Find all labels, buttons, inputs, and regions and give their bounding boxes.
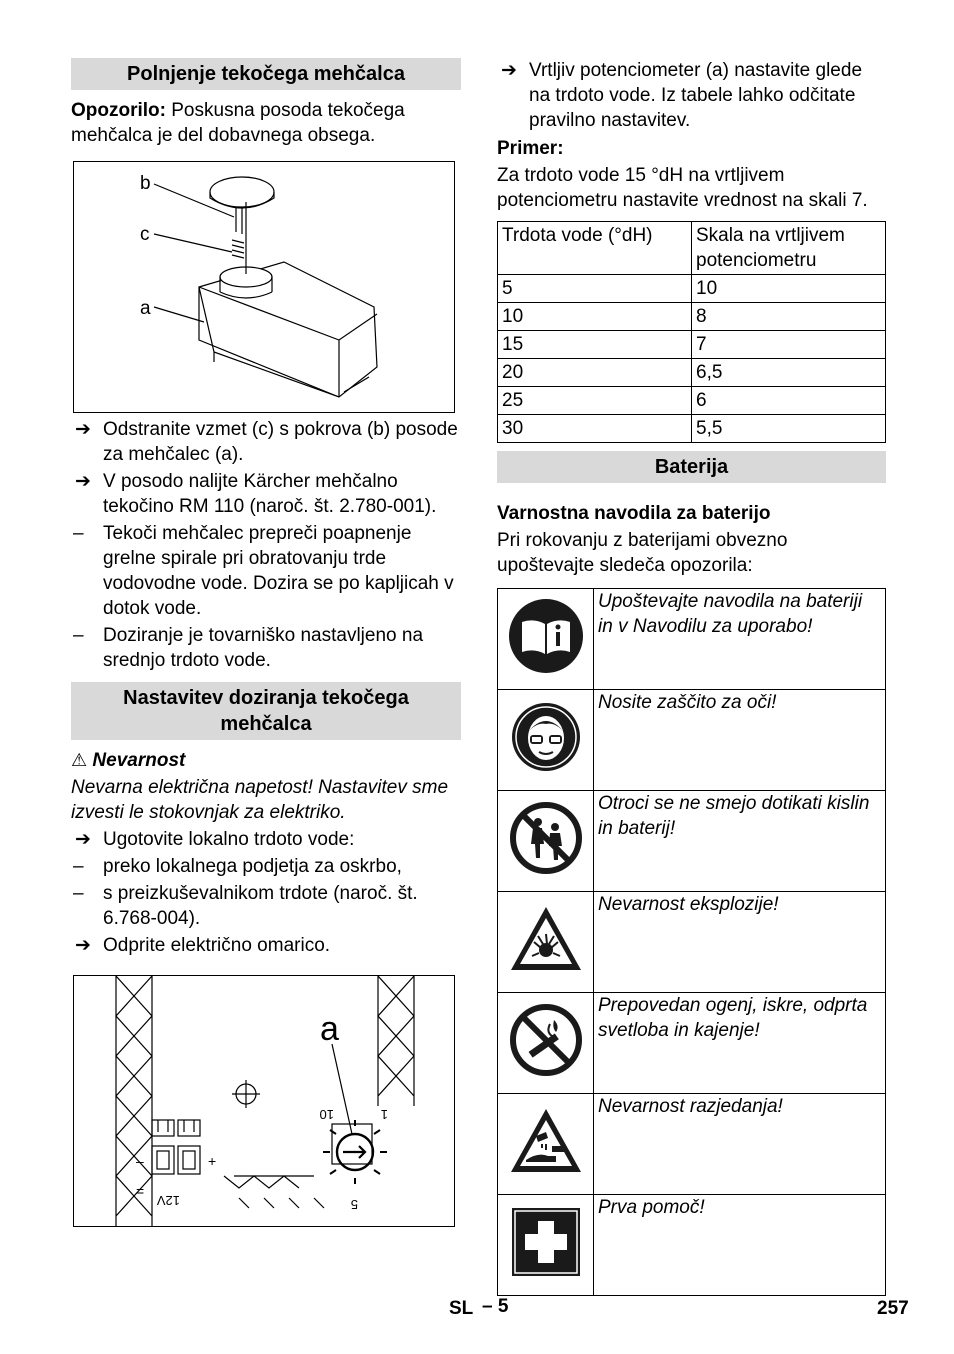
warning-text: Nevarnost razjedanja! bbox=[594, 1094, 886, 1195]
warning-row bbox=[498, 791, 886, 892]
arrow-icon: ➔ bbox=[75, 935, 91, 956]
fig2-eq: = bbox=[136, 1183, 145, 1199]
goggles-icon bbox=[511, 702, 581, 772]
page-number: 257 bbox=[877, 1298, 909, 1319]
fig1-label-c: c bbox=[140, 224, 150, 245]
fig2-minus: – bbox=[136, 1153, 144, 1169]
section-title-nastavitev: Nastavitev doziranja tekočega mehčalca bbox=[71, 682, 461, 740]
manual-icon bbox=[508, 598, 584, 674]
note-label: Opozorilo: bbox=[71, 100, 166, 121]
warning-text: Otroci se ne smejo dotikati kislin in baterij! bbox=[594, 791, 886, 892]
warning-row bbox=[498, 690, 886, 791]
warning-text: Prva pomoč! bbox=[594, 1195, 886, 1296]
step-remove-spring: ➔ Odstranite vzmet (c) s pokrova (b) posode za mehčalec (a). bbox=[75, 419, 458, 465]
right-column bbox=[497, 58, 886, 1296]
left-column bbox=[71, 58, 461, 1227]
warning-text: Nosite zaščito za oči! bbox=[594, 690, 886, 791]
dash-item: – Tekoči mehčalec prepreči poapnenje grelne spirale pri obratovanju trde vodovodne vode. Dozira se po kapljicah v dotok vode. bbox=[73, 523, 454, 619]
fig1-label-b: b bbox=[140, 173, 151, 194]
table-row: 25 6 bbox=[498, 387, 886, 415]
safety-heading: Varnostna navodila za baterijo bbox=[497, 503, 771, 524]
arrow-icon: ➔ bbox=[501, 60, 517, 81]
dash-item: – s preizkuševalnikom trdote (naroč. št. 6.768-004). bbox=[73, 883, 418, 929]
note-paragraph bbox=[71, 98, 461, 148]
footer-language: SL bbox=[449, 1298, 474, 1319]
fig2-scale-top-right: 1 bbox=[380, 1107, 388, 1122]
section-title-polnjenje: Polnjenje tekočega mehčalca bbox=[71, 58, 461, 90]
softener-container-figure bbox=[73, 161, 455, 413]
arrow-icon: ➔ bbox=[75, 419, 91, 440]
fig1-label-a: a bbox=[140, 298, 151, 319]
step-open-cabinet: ➔ Odprite električno omarico. bbox=[75, 935, 331, 956]
example-label: Primer: bbox=[497, 138, 564, 159]
table-row: 10 8 bbox=[498, 303, 886, 331]
fig2-label-a: a bbox=[320, 1010, 339, 1048]
section-title-baterija: Baterija bbox=[497, 451, 886, 483]
fig2-voltage: 12V bbox=[156, 1193, 180, 1208]
no-children-icon bbox=[508, 800, 584, 876]
table-row: 5 10 bbox=[498, 275, 886, 303]
table-header-row bbox=[498, 222, 886, 275]
safety-intro: Pri rokovanju z baterijami obvezno upoštevajte sledeča opozorila: bbox=[497, 530, 788, 576]
table-row: 20 6,5 bbox=[498, 359, 886, 387]
softener-container-drawing bbox=[74, 162, 454, 412]
table-header: Skala na vrtljivem potenciometru bbox=[692, 222, 886, 275]
potentiometer-drawing bbox=[74, 976, 454, 1226]
warning-row bbox=[498, 1094, 886, 1195]
corrosive-icon bbox=[508, 1106, 584, 1176]
no-fire-icon bbox=[508, 1002, 584, 1078]
danger-text: Nevarna električna napetost! Nastavitev sme izvesti le stokovnjak za elektriko. bbox=[71, 777, 449, 823]
table-header: Trdota vode (°dH) bbox=[498, 222, 692, 275]
warning-row bbox=[498, 1195, 886, 1296]
battery-warnings-table bbox=[497, 588, 886, 1296]
warning-row bbox=[498, 589, 886, 690]
dash-item: – Doziranje je tovarniško nastavljeno na srednjo trdoto vode. bbox=[73, 625, 424, 671]
note-text: Poskusna posoda tekočega mehčalca je del dobavnega obsega. bbox=[71, 100, 405, 146]
example-text: Za trdoto vode 15 °dH na vrtljivem potenciometru nastavite vrednost na skali 7. bbox=[497, 165, 868, 211]
warning-triangle-icon: ⚠ bbox=[71, 750, 88, 770]
warning-text: Prepovedan ogenj, iskre, odprta svetloba in kajenje! bbox=[594, 993, 886, 1094]
dash-item: – preko lokalnega podjetja za oskrbo, bbox=[73, 856, 402, 877]
first-aid-icon bbox=[511, 1207, 581, 1277]
arrow-icon: ➔ bbox=[75, 471, 91, 492]
fig2-plus: + bbox=[208, 1153, 217, 1169]
warning-row bbox=[498, 993, 886, 1094]
explosion-icon bbox=[508, 904, 584, 974]
warning-row bbox=[498, 892, 886, 993]
step-determine-hardness: ➔ Ugotovite lokalno trdoto vode: bbox=[75, 829, 355, 850]
hardness-table bbox=[497, 221, 886, 443]
table-row: 15 7 bbox=[498, 331, 886, 359]
footer-local-page: – 5 bbox=[482, 1296, 509, 1317]
fig2-scale-bottom: 5 bbox=[350, 1197, 358, 1212]
electrical-cabinet-figure bbox=[73, 975, 455, 1227]
table-row: 30 5,5 bbox=[498, 415, 886, 443]
danger-heading: ⚠ Nevarnost bbox=[71, 750, 186, 771]
warning-text: Nevarnost eksplozije! bbox=[594, 892, 886, 993]
warning-text: Upoštevajte navodila na bateriji in v Navodilu za uporabo! bbox=[594, 589, 886, 690]
arrow-icon: ➔ bbox=[75, 829, 91, 850]
step-set-potentiometer: ➔ Vrtljiv potenciometer (a) nastavite glede na trdoto vode. Iz tabele lahko odčitate pravilno nastavitev. bbox=[501, 60, 863, 131]
step-fill-softener: ➔ V posodo nalijte Kärcher mehčalno tekočino RM 110 (naroč. št. 2.780-001). bbox=[75, 471, 437, 517]
fig2-scale-top-left: 10 bbox=[319, 1107, 334, 1122]
